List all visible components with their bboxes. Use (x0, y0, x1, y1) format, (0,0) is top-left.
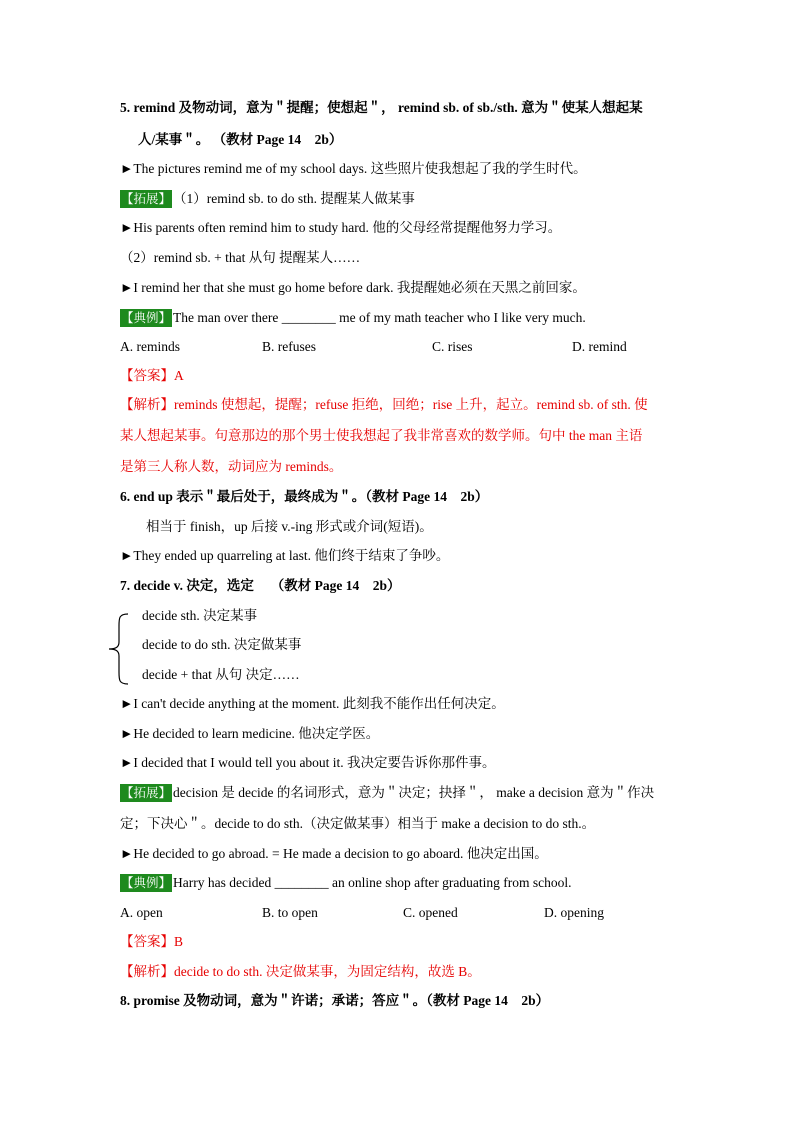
extension-text-cont: 定；下决心＂。decide to do sth.（决定做某事）相当于 make a decision to do sth.。 (120, 816, 596, 831)
option-a: A. reminds (120, 339, 180, 354)
option-d: D. remind (572, 339, 627, 354)
question-line (120, 308, 586, 328)
brace-icon (106, 612, 130, 686)
option-c: C. opened (403, 905, 458, 920)
extension-line (120, 189, 415, 209)
brace-item: decide + that 从句 决定…… (142, 667, 300, 682)
example-sentence: ►He decided to go abroad. = He made a decision to go aboard. 他决定出国。 (120, 846, 548, 861)
example-sentence: ►The pictures remind me of my school days. 这些照片使我想起了我的学生时代。 (120, 161, 587, 176)
answer: 【答案】A (120, 368, 184, 383)
question-tag: 【典例】 (121, 310, 172, 325)
answer: 【答案】B (120, 934, 184, 949)
brace-item: decide to do sth. 决定做某事 (142, 637, 302, 652)
question-text: Harry has decided ________ an online shop after graduating from school. (173, 875, 572, 890)
option-a: A. open (120, 905, 163, 920)
extension-text: decision 是 decide 的名词形式，意为＂决定；抉择＂， make a decision 意为＂作决 (173, 785, 655, 800)
brace-item: decide sth. 决定某事 (142, 608, 258, 623)
question-line (120, 873, 572, 893)
analysis: 【解析】reminds 使想起，提醒；refuse 拒绝，回绝；rise 上升，起立。remind sb. of sth. 使 (120, 397, 648, 412)
example-sentence: ►They ended up quarreling at last. 他们终于结束了争吵。 (120, 548, 450, 563)
section-6-heading: 6. end up 表示＂最后处于，最终成为＂。（教材 Page 14 2b） (120, 489, 489, 504)
section-5-heading-cont: 人/某事＂。 （教材 Page 14 2b） (138, 132, 343, 147)
option-b: B. refuses (262, 339, 316, 354)
option-d: D. opening (544, 905, 604, 920)
example-sentence: ►His parents often remind him to study hard. 他的父母经常提醒他努力学习。 (120, 220, 562, 235)
analysis: 【解析】decide to do sth. 决定做某事，为固定结构，故选 B。 (120, 964, 481, 979)
extension-tag: 【拓展】 (121, 785, 172, 800)
option-b: B. to open (262, 905, 318, 920)
analysis-cont: 某人想起某事。句意那边的那个男士使我想起了我非常喜欢的数学师。句中 the man 主语 (120, 428, 643, 443)
example-sentence: ►I decided that I would tell you about it. 我决定要告诉你那件事。 (120, 755, 496, 770)
option-c: C. rises (432, 339, 473, 354)
example-sentence: ►I can't decide anything at the moment. 此刻我不能作出任何决定。 (120, 696, 505, 711)
question-text: The man over there ________ me of my math teacher who I like very much. (173, 310, 586, 325)
section-8-heading: 8. promise 及物动词，意为＂许诺；承诺；答应＂。（教材 Page 14 2b） (120, 993, 550, 1008)
extension-text: （1）remind sb. to do sth. 提醒某人做某事 (173, 191, 415, 206)
example-sentence: ►I remind her that she must go home before dark. 我提醒她必须在天黑之前回家。 (120, 280, 586, 295)
extension-line (120, 783, 654, 803)
question-tag: 【典例】 (121, 875, 172, 890)
analysis-cont: 是第三人称人数，动词应为 reminds。 (120, 459, 343, 474)
extension-text: （2）remind sb. + that 从句 提醒某人…… (120, 250, 361, 265)
extension-tag: 【拓展】 (121, 191, 172, 206)
section-5-heading: 5. remind 及物动词，意为＂提醒；使想起＂， remind sb. of sb./sth. 意为＂使某人想起某 (120, 100, 643, 115)
section-7-heading: 7. decide v. 决定，选定 （教材 Page 14 2b） (120, 578, 401, 593)
example-sentence: ►He decided to learn medicine. 他决定学医。 (120, 726, 380, 741)
usage-note: 相当于 finish，up 后接 v.-ing 形式或介词(短语)。 (146, 519, 433, 534)
